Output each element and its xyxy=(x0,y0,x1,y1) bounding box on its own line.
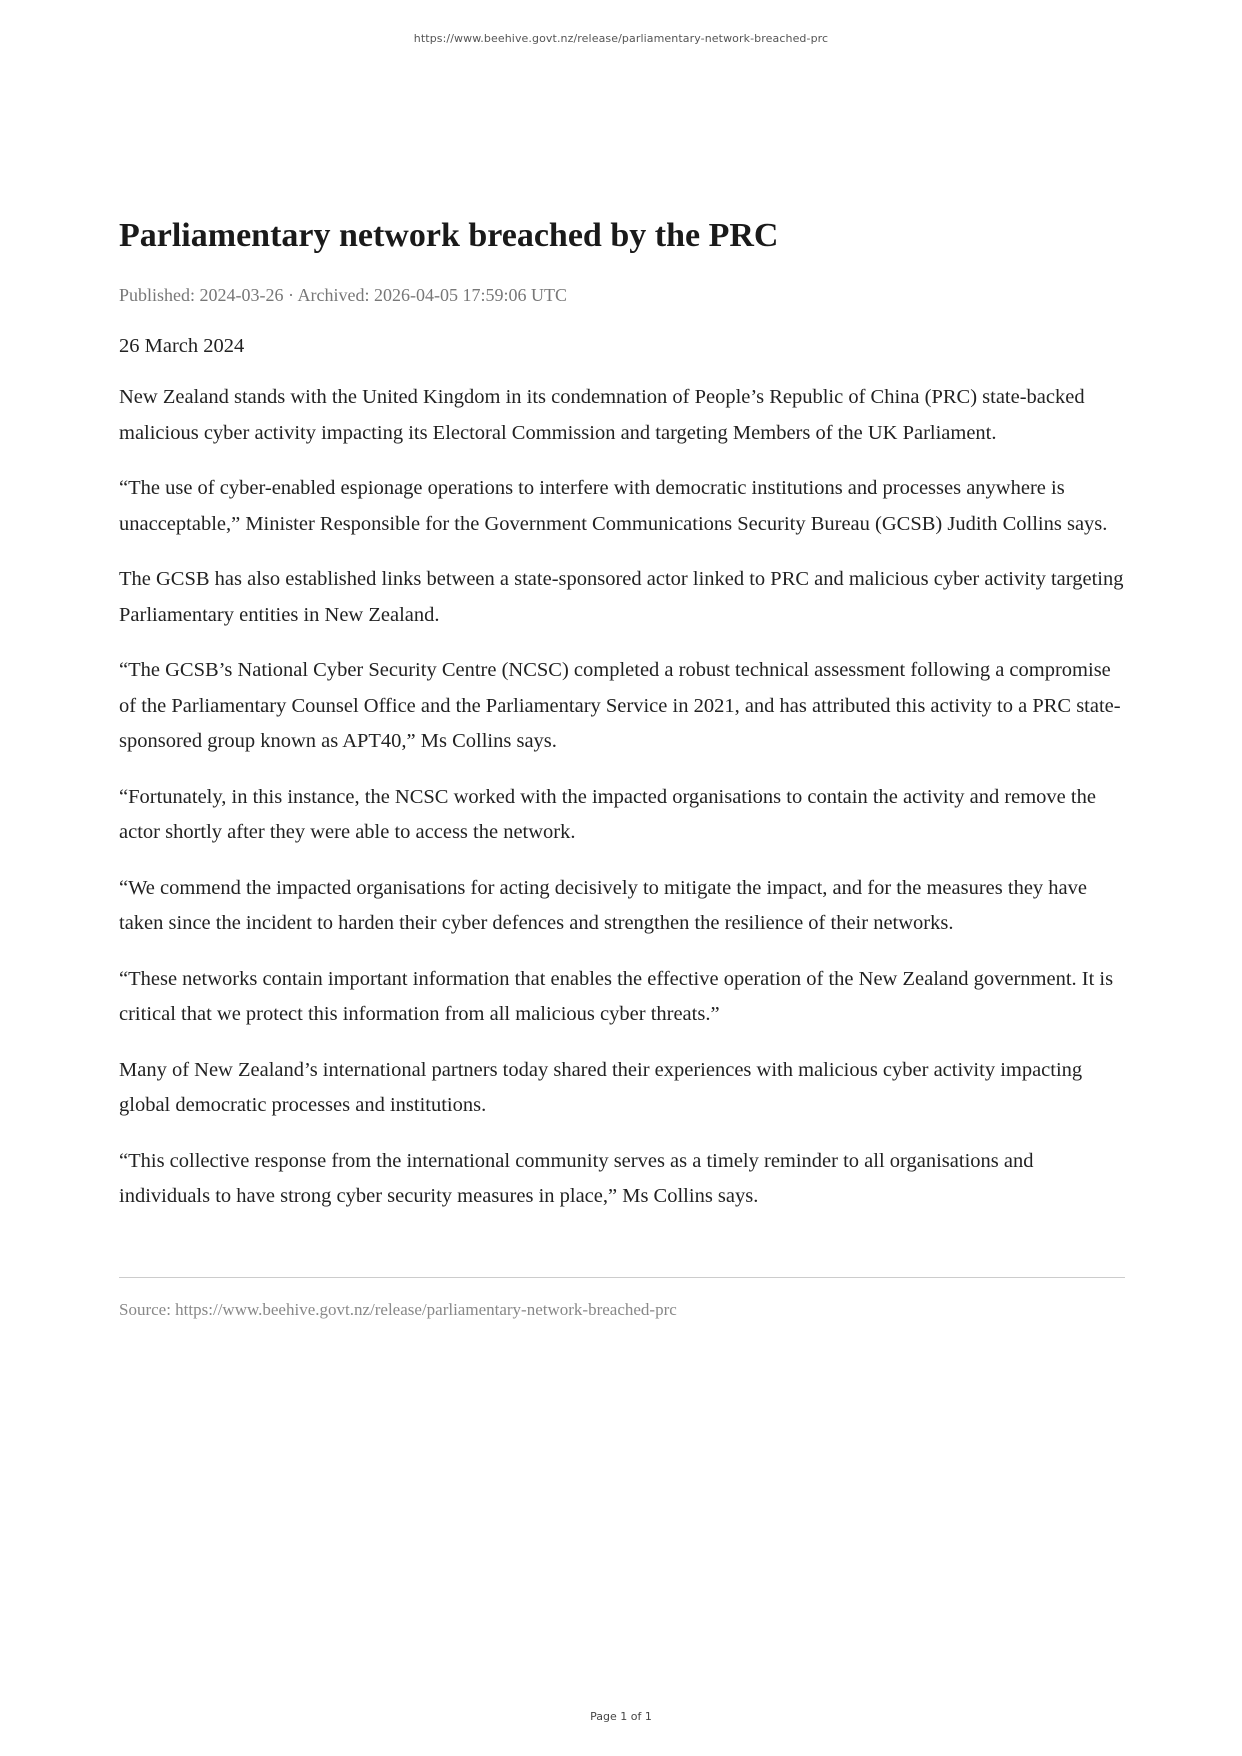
article-title: Parliamentary network breached by the PRC xyxy=(119,217,779,254)
article-paragraph: “The use of cyber-enabled espionage operations to interfere with democratic institutions and processes anywhere is unacceptable,” Minister Responsible for the Government Communications Security Bureau (GCSB) Judith Collins says. xyxy=(119,477,1108,535)
article-paragraph: The GCSB has also established links between a state-sponsored actor linked to PRC and malicious cyber activity targeting Parliamentary entities in New Zealand. xyxy=(119,568,1124,626)
article-paragraph: “We commend the impacted organisations for acting decisively to mitigate the impact, and for the measures they have taken since the incident to harden their cyber defences and strengthen the resilience of their networks. xyxy=(119,876,1087,934)
article-paragraph: “This collective response from the international community serves as a timely reminder to all organisations and individuals to have strong cyber security measures in place,” Ms Collins says. xyxy=(119,1149,1034,1207)
page-url-header: https://www.beehive.govt.nz/release/parliamentary-network-breached-prc xyxy=(413,32,829,45)
article-paragraph: Many of New Zealand’s international partners today shared their experiences with malicious cyber activity impacting global democratic processes and institutions. xyxy=(119,1058,1083,1116)
article-body xyxy=(119,380,1125,1215)
publication-meta: Published: 2024-03-26 · Archived: 2026-04-05 17:59:06 UTC xyxy=(119,285,567,305)
article xyxy=(119,210,1125,1322)
release-date: 26 March 2024 xyxy=(119,335,245,357)
source-line: Source: https://www.beehive.govt.nz/release/parliamentary-network-breached-prc xyxy=(119,1299,677,1319)
source-divider xyxy=(119,1277,1125,1278)
article-paragraph: “Fortunately, in this instance, the NCSC worked with the impacted organisations to contain the activity and remove the actor shortly after they were able to access the network. xyxy=(119,785,1096,843)
article-paragraph: “The GCSB’s National Cyber Security Centre (NCSC) completed a robust technical assessment following a compromise of the Parliamentary Counsel Office and the Parliamentary Service in 2021, and has attributed this activity to a PRC state-sponsored group known as APT40,” Ms Collins says. xyxy=(119,659,1121,752)
page-number: Page 1 of 1 xyxy=(590,1710,652,1723)
article-paragraph: New Zealand stands with the United Kingdom in its condemnation of People’s Republic of China (PRC) state-backed malicious cyber activity impacting its Electoral Commission and targeting Members of the UK Parliament. xyxy=(119,386,1085,444)
article-paragraph: “These networks contain important information that enables the effective operation of the New Zealand government. It is critical that we protect this information from all malicious cyber threats.” xyxy=(119,967,1114,1025)
